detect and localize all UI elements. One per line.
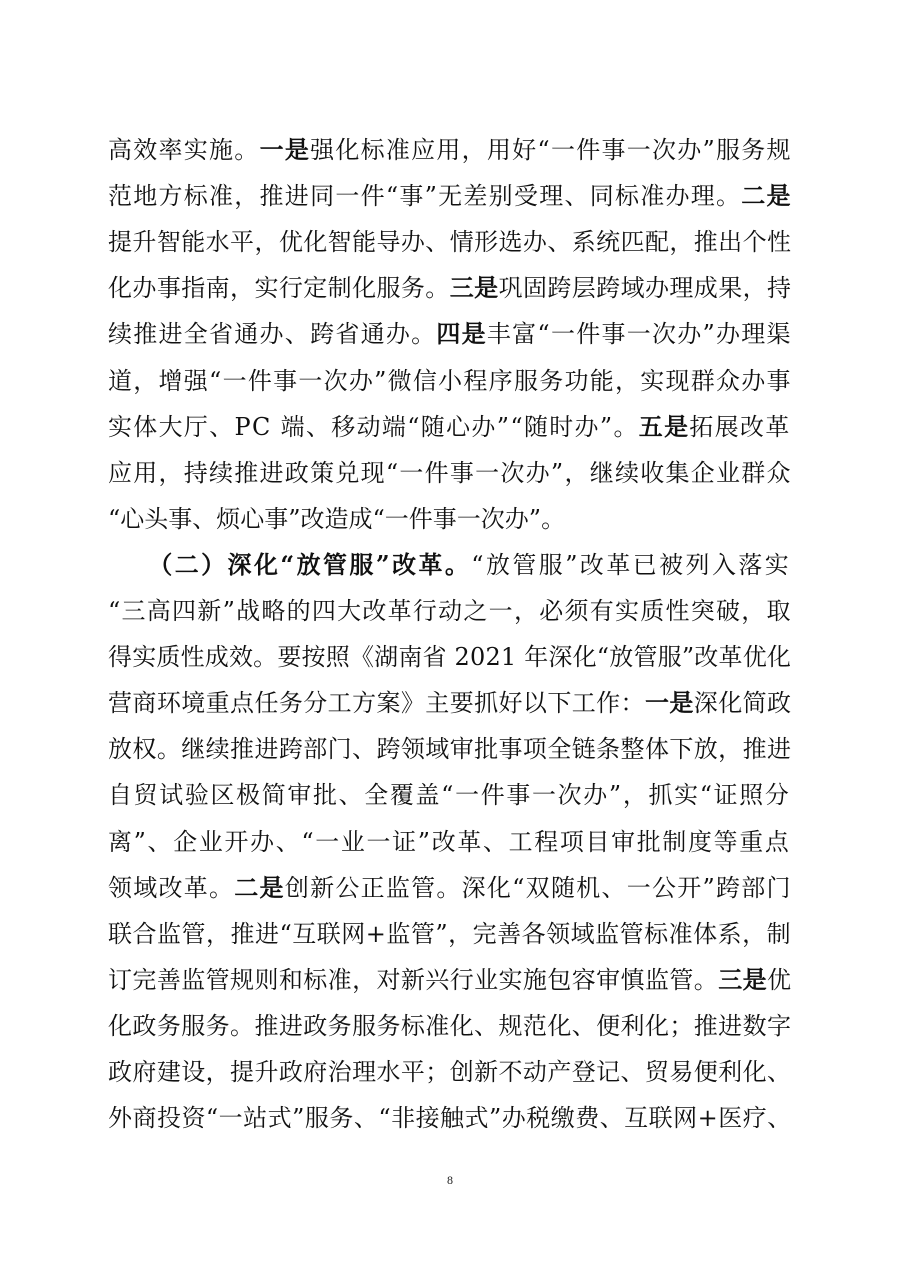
text-segment: 离”、企业开办、“一业一证”改革、工程项目审批制度等重点 xyxy=(108,828,791,856)
text-segment: 领域改革。 xyxy=(108,874,235,902)
bold-marker: 三是 xyxy=(449,273,499,302)
text-line xyxy=(108,726,791,772)
text-line xyxy=(108,1003,791,1049)
text-segment: 道，增强“一件事一次办”微信小程序服务功能，实现群众办事 xyxy=(108,367,792,395)
text-segment: 化政务服务。推进政务服务标准化、规范化、便利化；推进数字 xyxy=(108,1012,792,1040)
text-segment xyxy=(108,551,148,579)
bold-marker: 一是 xyxy=(644,688,694,717)
text-segment: 续推进全省通办、跨省通办。 xyxy=(108,320,437,348)
text-line xyxy=(108,311,792,357)
text-segment: 强化标准应用，用好“一件事一次办”服务规 xyxy=(310,136,792,164)
text-line xyxy=(108,865,792,911)
text-line xyxy=(108,450,792,496)
text-line xyxy=(108,957,791,1003)
text-line xyxy=(108,588,792,634)
text-segment: “心头事、烦心事”改造成“一件事一次办”。 xyxy=(108,505,566,533)
text-line xyxy=(108,772,791,818)
bold-marker: 三是 xyxy=(718,965,768,994)
text-line xyxy=(108,542,791,588)
text-segment: 优 xyxy=(767,966,792,994)
bold-marker: 一是 xyxy=(259,135,311,164)
text-segment: 应用，持续推进政策兑现“一件事一次办”，继续收集企业群众 xyxy=(108,459,792,487)
text-segment: 拓展改革 xyxy=(689,413,791,441)
text-line xyxy=(108,219,791,265)
text-segment: 化办事指南，实行定制化服务。 xyxy=(108,274,450,302)
bold-marker: 五是 xyxy=(638,412,690,441)
text-segment: “三高四新”战略的四大改革行动之一，必须有实质性突破，取 xyxy=(108,597,792,625)
text-line xyxy=(108,496,565,542)
text-line xyxy=(108,680,791,726)
text-segment: 提升智能水平，优化智能导办、情形选办、系统匹配，推出个性 xyxy=(108,228,792,256)
text-line xyxy=(108,819,791,865)
text-line xyxy=(108,358,792,404)
text-segment: “放管服”改革已被列入落实 xyxy=(471,551,792,579)
page-number: 8 xyxy=(447,1173,453,1187)
text-line xyxy=(108,265,791,311)
text-segment: 联合监管，推进“互联网+监管”，完善各领域监管标准体系，制 xyxy=(108,920,792,948)
text-segment: 丰富“一件事一次办”办理渠 xyxy=(486,320,792,348)
text-segment: 政府建设，提升政府治理水平；创新不动产登记、贸易便利化、 xyxy=(108,1058,792,1086)
text-segment: 创新公正监管。深化“双随机、一公开”跨部门 xyxy=(284,874,792,902)
text-segment: 范地方标准，推进同一件“事”无差别受理、同标准办理。 xyxy=(108,182,742,210)
text-line xyxy=(108,173,792,219)
text-line xyxy=(108,1095,792,1141)
text-segment: 实体大厅、PC 端、移动端“随心办”“随时办”。 xyxy=(108,413,639,441)
text-line xyxy=(108,911,791,957)
text-line xyxy=(108,127,792,173)
text-segment: 订完善监管规则和标准，对新兴行业实施包容审慎监管。 xyxy=(108,966,719,994)
text-segment: 高效率实施。 xyxy=(108,136,260,164)
text-segment: 得实质性成效。要按照《湖南省 2021 年深化“放管服”改革优化 xyxy=(108,643,792,671)
bold-marker: 二是 xyxy=(741,181,792,210)
bold-marker: （二）深化“放管服”改革。 xyxy=(148,550,472,579)
text-line xyxy=(108,1049,791,1095)
text-segment: 自贸试验区极简审批、全覆盖“一件事一次办”，抓实“证照分 xyxy=(108,781,791,809)
text-segment: 巩固跨层跨域办理成果，持 xyxy=(498,274,792,302)
bold-marker: 四是 xyxy=(436,319,487,348)
text-segment: 深化简政 xyxy=(693,689,792,717)
text-segment: 放权。继续推进跨部门、跨领域审批事项全链条整体下放，推进 xyxy=(108,735,792,763)
text-line xyxy=(108,634,791,680)
bold-marker: 二是 xyxy=(234,873,285,902)
text-segment: 营商环境重点任务分工方案》主要抓好以下工作： xyxy=(108,689,645,717)
text-segment: 外商投资“一站式”服务、“非接触式”办税缴费、互联网+医疗、 xyxy=(108,1104,792,1132)
text-line xyxy=(108,404,791,450)
